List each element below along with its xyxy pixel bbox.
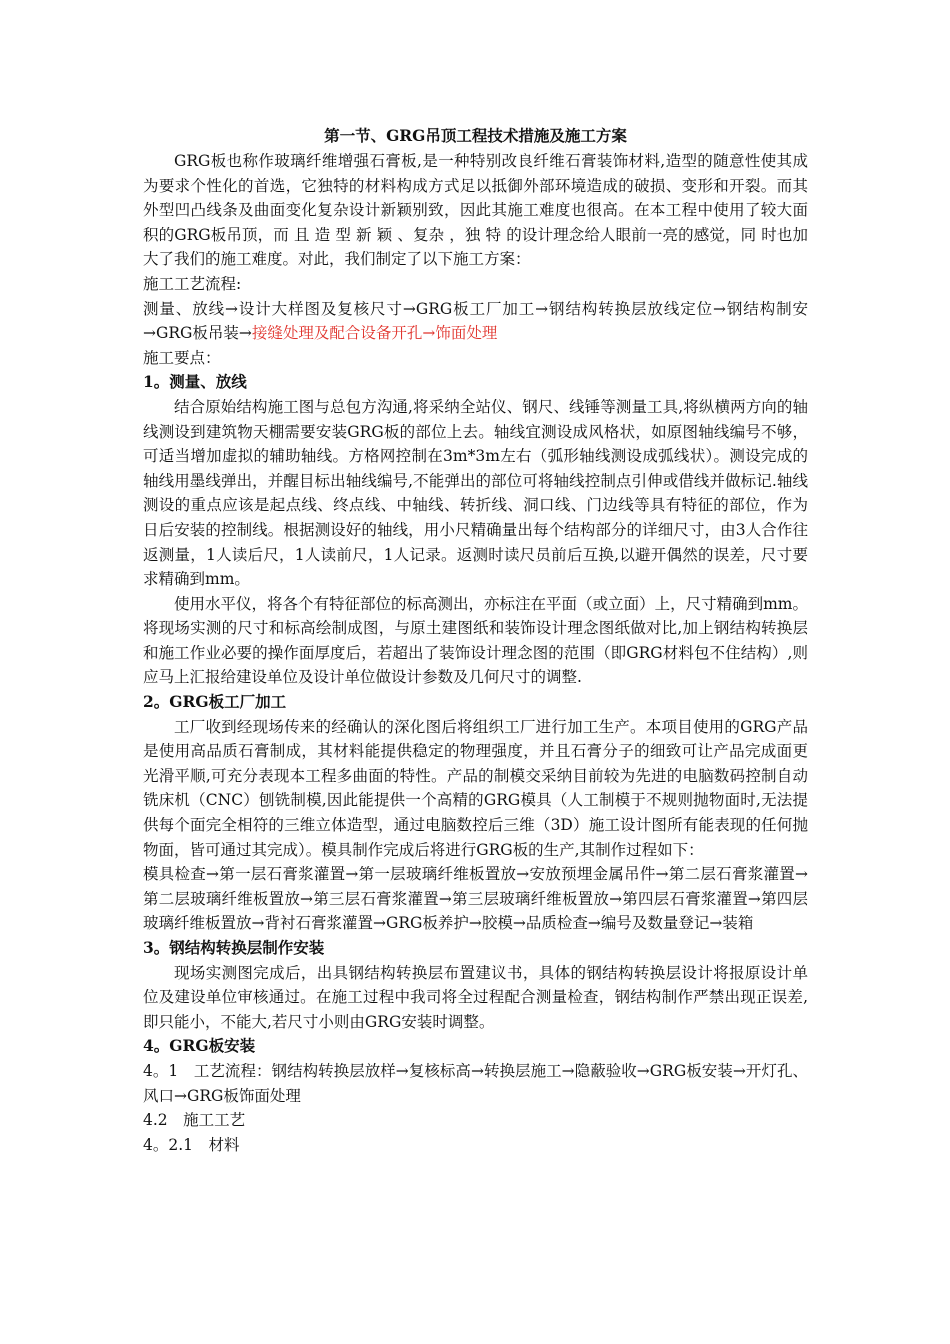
points-heading: 施工要点： xyxy=(143,348,221,367)
document-body xyxy=(143,124,808,1157)
section-2-process: 模具检查→第一层石膏浆灌置→第一层玻璃纤维板置放→安放预埋金属吊件→第二层石膏浆灌置→第二层玻璃纤维板置放→第三层石膏浆灌置→第三层玻璃纤维板置放→第四层石膏浆灌置→第四层玻璃纤维板置放→背衬石膏浆灌置→GRG板养护→胶模→品质检查→编号及数量登记→装箱 xyxy=(143,865,808,933)
section-4-1: 4。1 工艺流程：钢结构转换层放样→复核标高→转换层施工→隐蔽验收→GRG板安装→开灯孔、风口→GRG板饰面处理 xyxy=(143,1061,808,1105)
section-4-2-1: 4。2.1 材料 xyxy=(143,1135,240,1154)
section-1-paragraph-2: 使用水平仪，将各个有特征部位的标高测出，亦标注在平面（或立面）上，尺寸精确到mm。将现场实测的尺寸和标高绘制成图，与原土建图纸和装饰设计理念图纸做对比,加上钢结构转换层和施工作业必要的操作面厚度后，若超出了装饰设计理念图的范围（即GRG材料包不住结构）,则应马上汇报给建设单位及设计单位做设计参数及几何尺寸的调整. xyxy=(143,594,808,687)
intro-paragraph: GRG板也称作玻璃纤维增强石膏板,是一种特别改良纤维石膏装饰材料,造型的随意性使其成为要求个性化的首选，它独特的材料构成方式足以抵御外部环境造成的破损、变形和开裂。而其外型凹凸线条及曲面变化复杂设计新颖别致，因此其施工难度也很高。在本工程中使用了较大面积的GRG板吊顶，而 且 造 型 新 颖 、复杂 ，独 特 的设计理念给人眼前一亮的感觉，同 时也加大了我们的施工难度。对此，我们制定了以下施工方案： xyxy=(143,152,808,269)
section-title: 第一节、GRG吊顶工程技术措施及施工方案 xyxy=(324,126,627,145)
section-3-heading: 3。钢结构转换层制作安装 xyxy=(143,938,325,957)
process-flow-main: 测量、放线→设计大样图及复核尺寸→GRG板工厂加工→钢结构转换层放线定位→钢结构制安→GRG板吊装→ xyxy=(143,299,808,343)
process-flow xyxy=(143,297,808,346)
section-2-heading: 2。GRG板工厂加工 xyxy=(143,692,287,712)
section-1-heading: 1。测量、放线 xyxy=(143,372,247,392)
section-4-2: 4.2 施工工艺 xyxy=(143,1111,246,1130)
process-flow-highlight: 接缝处理及配合设备开孔→饰面处理 xyxy=(251,324,498,343)
section-4-heading: 4。GRG板安装 xyxy=(143,1036,256,1056)
section-3-paragraph-1: 现场实测图完成后，出具钢结构转换层布置建议书，具体的钢结构转换层设计将报原设计单位及建设单位审核通过。在施工过程中我司将全过程配合测量检查，钢结构制作严禁出现正误差,即只能小，不能大,若尺寸小则由GRG安装时调整。 xyxy=(143,963,808,1031)
section-2-paragraph-1: 工厂收到经现场传来的经确认的深化图后将组织工厂进行加工生产。本项目使用的GRG产品是使用高品质石膏制成，其材料能提供稳定的物理强度，并且石膏分子的细致可让产品完成面更光滑平顺,可充分表现本工程多曲面的特性。产品的制模交采纳目前较为先进的电脑数码控制自动铣床机（CNC）刨铣制模,因此能提供一个高精的GRG模具（人工制模于不规则抛物面时,无法提供每个面完全相符的三维立体造型，通过电脑数控后三维（3D）施工设计图所有能表现的任何抛物面，皆可通过其完成）。模具制作完成后将进行GRG板的生产,其制作过程如下： xyxy=(143,717,808,859)
flow-heading: 施工工艺流程: xyxy=(143,274,242,293)
section-1-paragraph-1: 结合原始结构施工图与总包方沟通,将采纳全站仪、钢尺、线锤等测量工具,将纵横两方向的轴线测设到建筑物天棚需要安装GRG板的部位上去。轴线宜测设成风格状，如原图轴线编号不够，可适当增加虚拟的辅助轴线。方格网控制在3m*3m左右（弧形轴线测设成弧线状）。测设完成的轴线用墨线弹出，并醒目标出轴线编号,不能弹出的部位可将轴线控制点引伸或借线并做标记.轴线测设的重点应该是起点线、终点线、中轴线、转折线、洞口线、门边线等具有特征的部位，作为日后安装的控制线。根据测设好的轴线，用小尺精确量出每个结构部分的详细尺寸，由3人合作往返测量，1人读后尺，1人读前尺，1人记录。返测时读尺员前后互换,以避开偶然的误差，尺寸要求精确到mm。 xyxy=(143,397,808,589)
